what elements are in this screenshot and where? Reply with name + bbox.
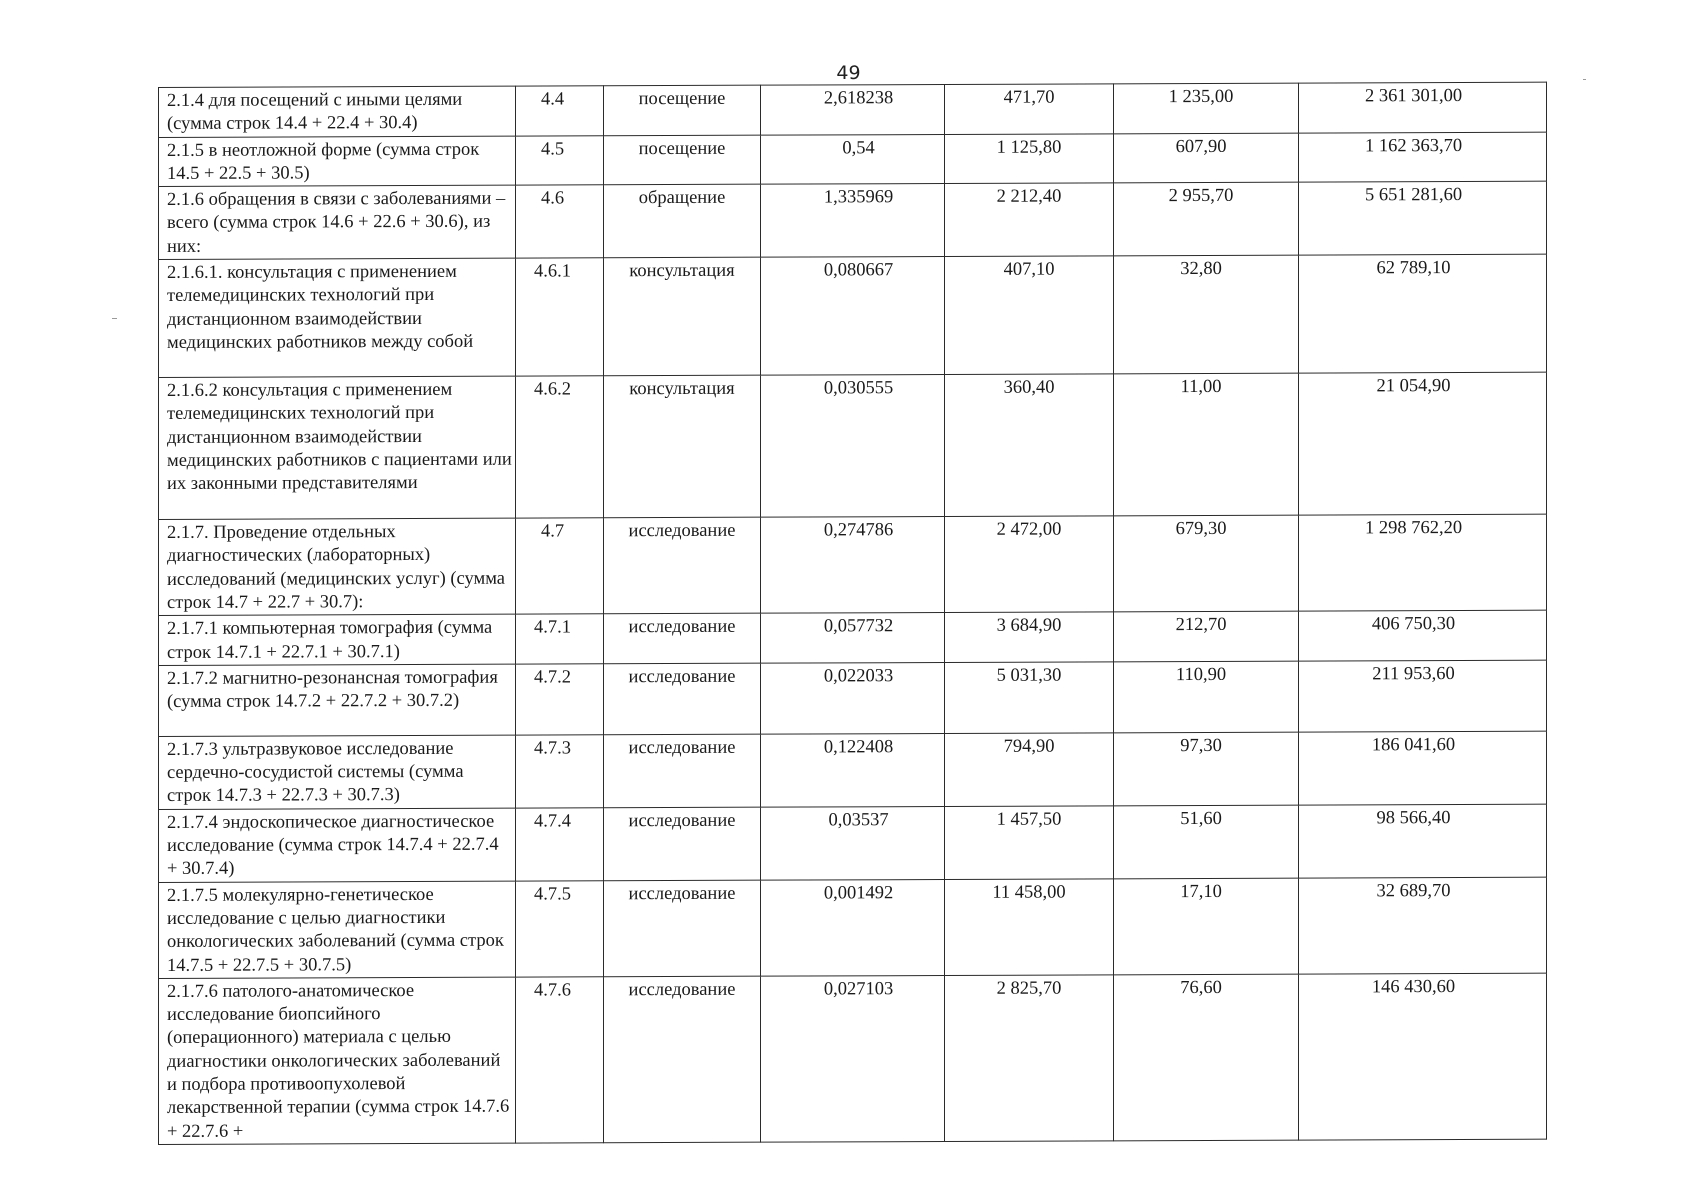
row-total: 186 041,60 [1299, 731, 1547, 805]
row-total: 5 651 281,60 [1299, 181, 1547, 255]
row-norm: 0,022033 [761, 662, 945, 734]
row-total: 62 789,10 [1299, 254, 1547, 373]
row-code: 4.4 [516, 86, 604, 136]
scan-speck [1583, 79, 1586, 80]
row-cost: 360,40 [945, 374, 1114, 517]
row-norm: 1,335969 [761, 184, 945, 258]
row-unit: исследование [604, 517, 761, 614]
row-norm: 0,122408 [761, 733, 945, 807]
row-code: 4.6.2 [516, 376, 604, 518]
table-row [159, 877, 1547, 979]
row-norm: 0,03537 [761, 806, 945, 880]
row-norm: 0,274786 [761, 517, 945, 614]
row-name: 2.1.7.1 компьютерная томография (сумма строк 14.7.1 + 22.7.1 + 30.7.1) [159, 614, 516, 665]
row-code: 4.7.2 [516, 664, 604, 735]
row-cost: 407,10 [945, 256, 1114, 375]
row-cost: 5 031,30 [945, 662, 1114, 734]
row-unit: консультация [604, 375, 761, 518]
row-per-capita: 212,70 [1114, 611, 1299, 661]
row-per-capita: 1 235,00 [1114, 83, 1299, 133]
row-per-capita: 679,30 [1114, 515, 1299, 612]
row-total: 1 162 363,70 [1299, 132, 1547, 183]
row-cost: 794,90 [945, 733, 1114, 807]
row-per-capita: 76,60 [1114, 974, 1299, 1141]
row-unit: исследование [604, 880, 761, 977]
data-table [158, 82, 1547, 1145]
row-name: 2.1.5 в неотложной форме (сумма строк 14.5 + 22.5 + 30.5) [159, 136, 516, 187]
row-name: 2.1.6.2 консультация с применением телемедицинских технологий при дистанционном взаимодействии медицинских работников с пациентами или их законными представителями [159, 376, 516, 519]
row-total: 1 298 762,20 [1299, 514, 1547, 611]
row-name: 2.1.7.6 патолого-анатомическое исследование биопсийного (операционного) материала с целью диагностики онкологических заболеваний и подбора противоопухолевой лекарственной терапии (сумма строк 14.7.6 + 22.7.6 + [159, 977, 516, 1144]
row-per-capita: 11,00 [1114, 373, 1299, 516]
table-row [159, 731, 1547, 809]
row-norm: 0,080667 [761, 257, 945, 376]
row-total: 21 054,90 [1299, 372, 1547, 515]
row-code: 4.7.3 [516, 735, 604, 808]
page-number: 49 [836, 62, 861, 84]
row-total: 406 750,30 [1299, 610, 1547, 661]
row-code: 4.7.1 [516, 614, 604, 664]
row-code: 4.7 [516, 518, 604, 615]
row-unit: обращение [604, 184, 761, 257]
row-unit: исследование [604, 734, 761, 807]
table-row [159, 372, 1547, 519]
row-name: 2.1.7.4 эндоскопическое диагностическое исследование (сумма строк 14.7.4 + 22.7.4 + 30.7.4) [159, 808, 516, 882]
scan-speck [112, 318, 117, 319]
table-row [159, 660, 1547, 736]
table-row [159, 973, 1547, 1144]
row-norm: 0,54 [761, 134, 945, 184]
row-unit: консультация [604, 257, 761, 376]
row-unit: посещение [604, 135, 761, 185]
table-row [159, 254, 1547, 377]
row-unit: посещение [604, 85, 761, 135]
row-code: 4.7.6 [516, 977, 604, 1143]
row-cost: 1 457,50 [945, 806, 1114, 880]
row-name: 2.1.6.1. консультация с применением телемедицинских технологий при дистанционном взаимодействии медицинских работников между собой [159, 258, 516, 377]
row-name: 2.1.7. Проведение отдельных диагностических (лабораторных) исследований (медицинских услуг) (сумма строк 14.7 + 22.7 + 30.7): [159, 518, 516, 616]
row-per-capita: 17,10 [1114, 878, 1299, 975]
row-per-capita: 607,90 [1114, 133, 1299, 183]
table-row [159, 804, 1547, 882]
table-row [159, 132, 1547, 187]
row-per-capita: 51,60 [1114, 805, 1299, 879]
row-norm: 0,030555 [761, 375, 945, 518]
row-unit: исследование [604, 976, 761, 1143]
row-norm: 2,618238 [761, 84, 945, 134]
row-norm: 0,027103 [761, 975, 945, 1142]
row-code: 4.5 [516, 135, 604, 185]
row-per-capita: 2 955,70 [1114, 182, 1299, 256]
row-unit: исследование [604, 663, 761, 735]
row-cost: 2 472,00 [945, 516, 1114, 613]
table-row [159, 514, 1547, 616]
row-name: 2.1.6 обращения в связи с заболеваниями – всего (сумма строк 14.6 + 22.6 + 30.6), из них: [159, 185, 516, 259]
row-total: 2 361 301,00 [1299, 82, 1547, 133]
row-cost: 1 125,80 [945, 133, 1114, 183]
row-code: 4.6 [516, 185, 604, 258]
table-row [159, 610, 1547, 665]
row-per-capita: 97,30 [1114, 732, 1299, 806]
row-cost: 2 825,70 [945, 975, 1114, 1142]
row-name: 2.1.7.5 молекулярно-генетическое исследование с целью диагностики онкологических заболеваний (сумма строк 14.7.5 + 22.7.5 + 30.7.5) [159, 881, 516, 979]
row-cost: 11 458,00 [945, 878, 1114, 975]
row-unit: исследование [604, 613, 761, 663]
row-total: 146 430,60 [1299, 973, 1547, 1140]
row-per-capita: 32,80 [1114, 255, 1299, 374]
row-name: 2.1.4 для посещений с иными целями (сумма строк 14.4 + 22.4 + 30.4) [159, 86, 516, 137]
row-cost: 3 684,90 [945, 612, 1114, 662]
row-code: 4.7.4 [516, 808, 604, 881]
row-cost: 2 212,40 [945, 183, 1114, 257]
row-norm: 0,001492 [761, 879, 945, 976]
row-unit: исследование [604, 807, 761, 880]
table-row [159, 181, 1547, 259]
row-per-capita: 110,90 [1114, 661, 1299, 733]
row-code: 4.7.5 [516, 880, 604, 977]
row-total: 98 566,40 [1299, 804, 1547, 878]
row-name: 2.1.7.2 магнитно-резонансная томография (сумма строк 14.7.2 + 22.7.2 + 30.7.2) [159, 664, 516, 736]
row-norm: 0,057732 [761, 613, 945, 663]
row-code: 4.6.1 [516, 258, 604, 376]
row-total: 211 953,60 [1299, 660, 1547, 732]
table-row [159, 82, 1547, 137]
row-name: 2.1.7.3 ультразвуковое исследование сердечно-сосудистой системы (сумма строк 14.7.3 + 22.7.3 + 30.7.3) [159, 735, 516, 809]
row-total: 32 689,70 [1299, 877, 1547, 974]
row-cost: 471,70 [945, 84, 1114, 134]
